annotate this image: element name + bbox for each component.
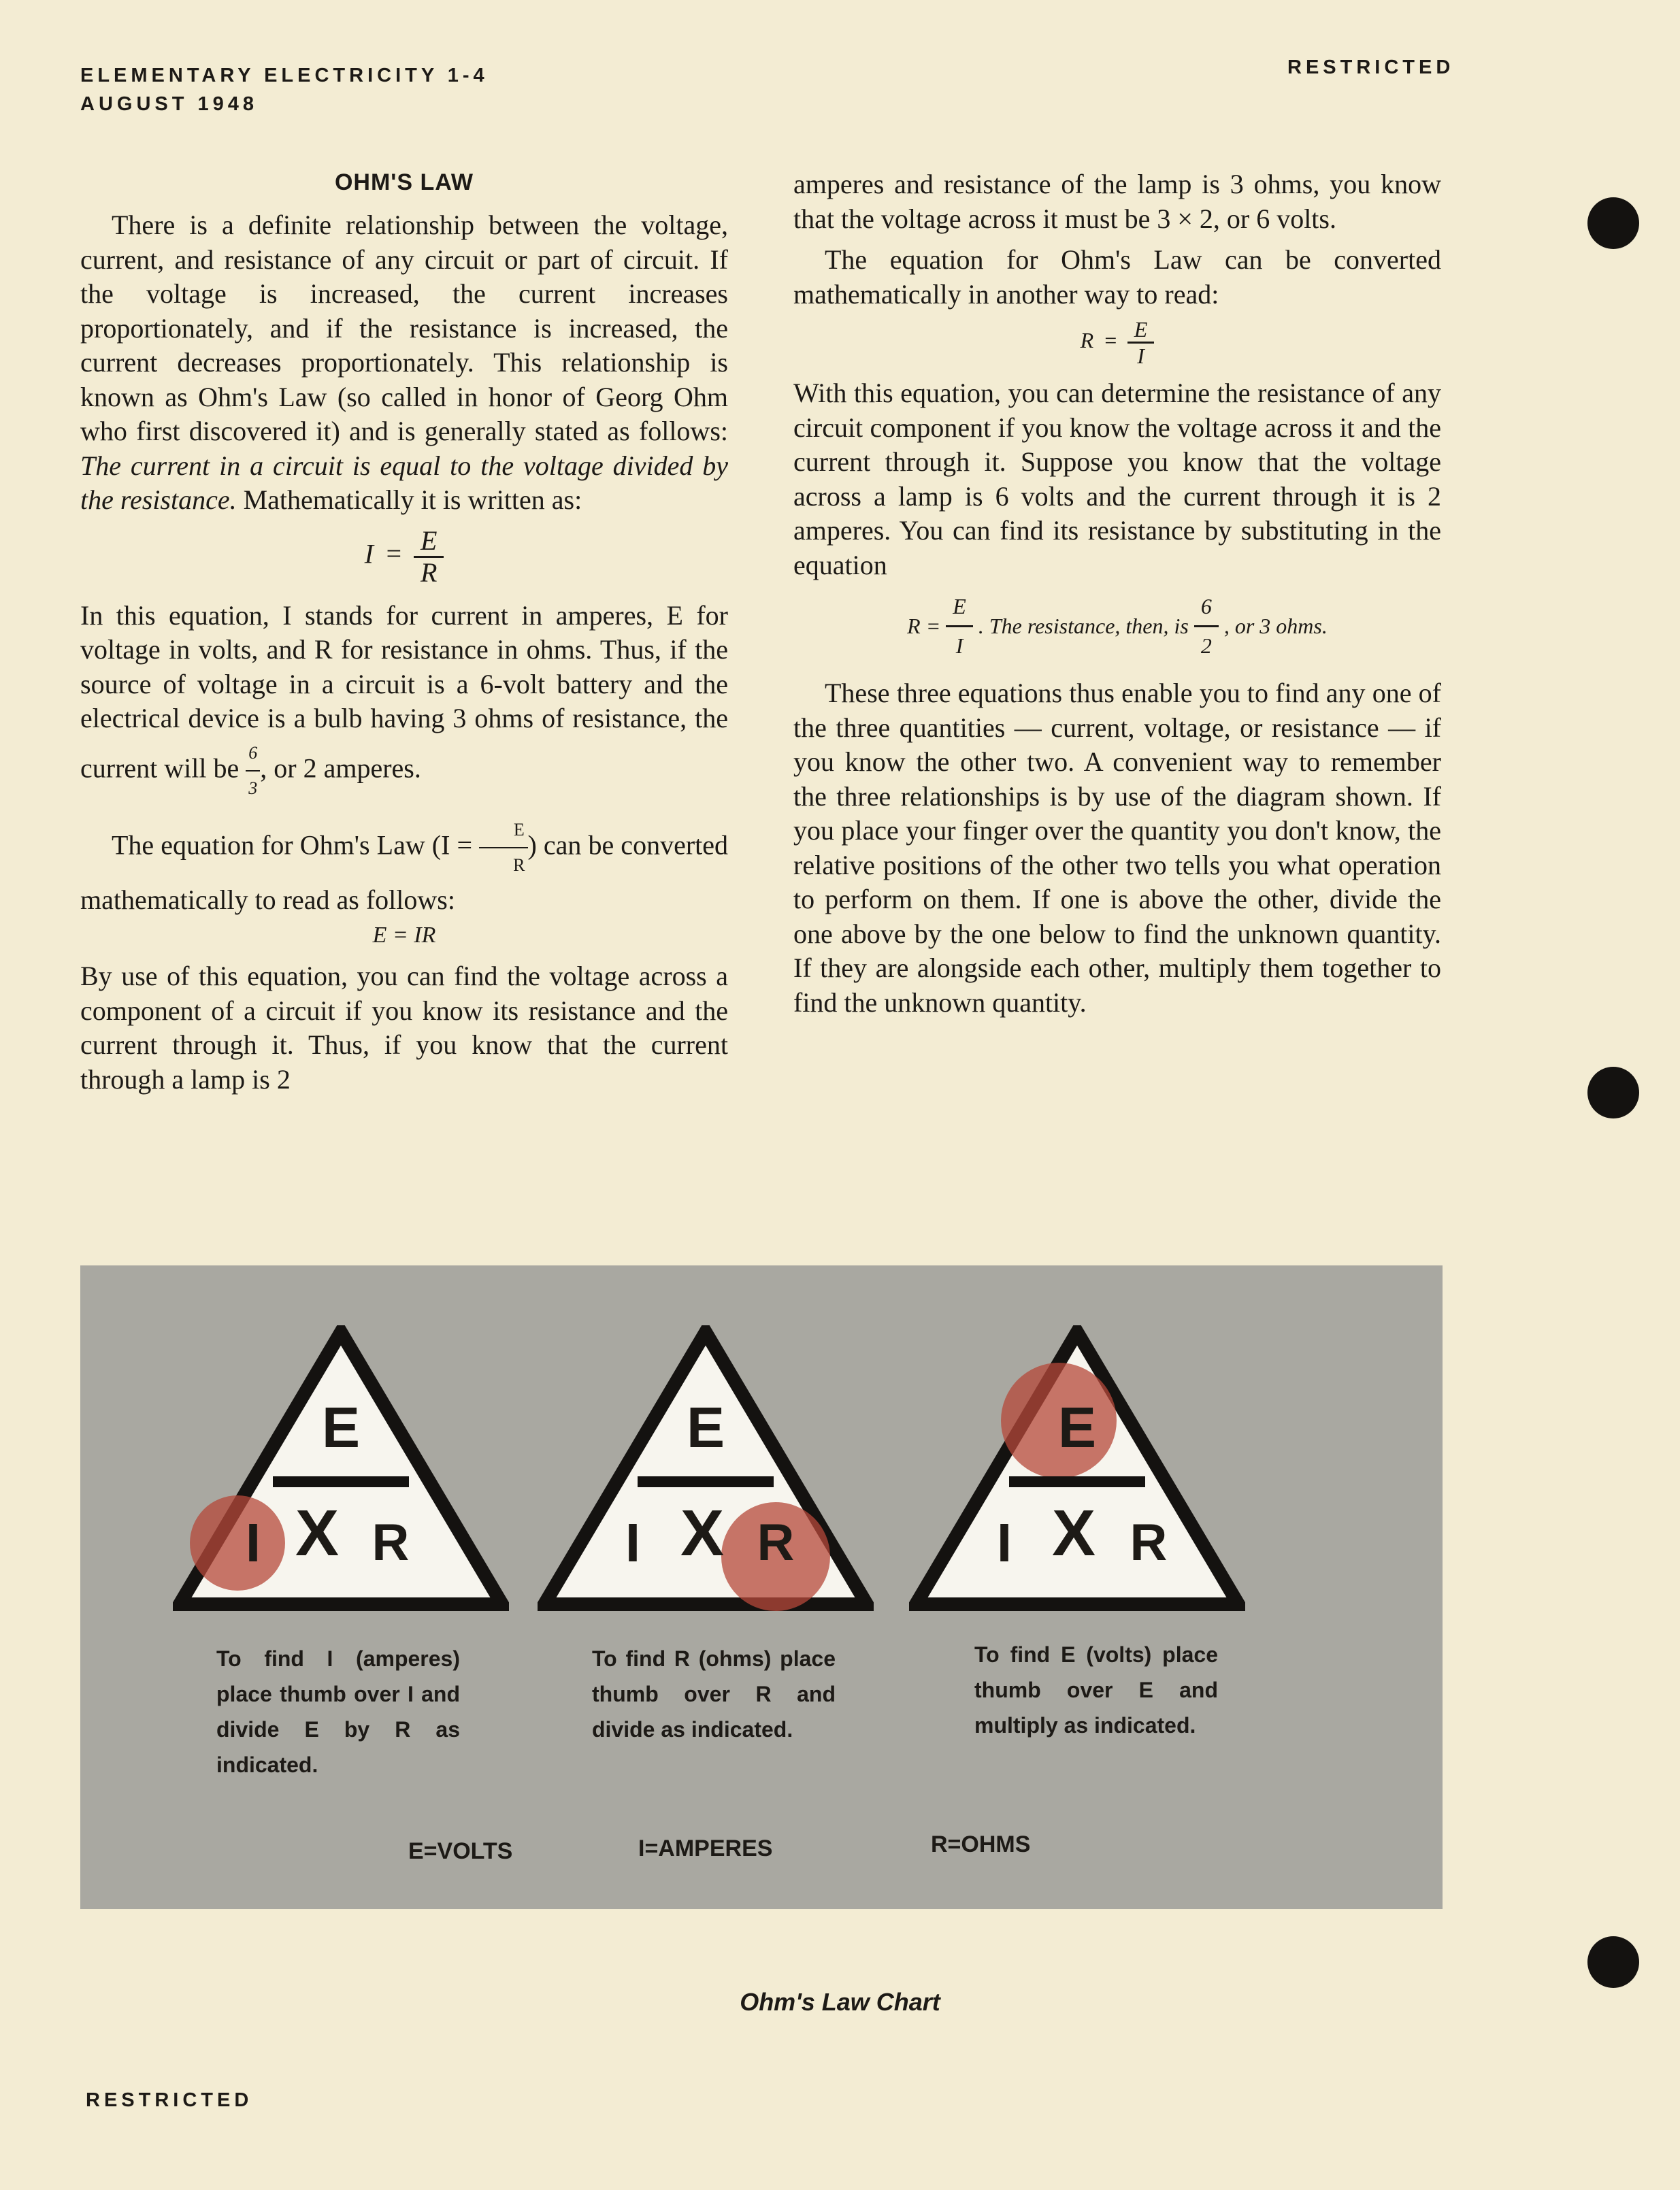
equation-resistance: R = $\frac{E}{I}$ xyxy=(793,318,1441,367)
triangle-letter-i: I xyxy=(625,1512,641,1573)
legend-ohms: R=OHMS xyxy=(931,1831,1031,1857)
triangle-letter-x: X xyxy=(295,1497,340,1570)
ohms-law-chart-panel xyxy=(80,1265,1443,1909)
triangle-letter-e: E xyxy=(1057,1395,1097,1459)
left-column xyxy=(80,169,728,1104)
triangle-letter-i: I xyxy=(996,1512,1012,1573)
caption-find-current: To find I (amperes) place thumb over I and divide E by R as indicated. xyxy=(216,1646,460,1777)
paragraph-resistance-explanation: With this equation, you can determine the resistance of any circuit component if you know the voltage across it and the current through it. Suppose you know that the voltage across a lamp is 6 volts and the current through it is 2 amperes. You can find its resistance by substituting in the equation xyxy=(793,378,1441,580)
paragraph-diagram-explanation: These three equations thus enable you to find any one of the three quantities — current, voltage, or resistance — if you know the other two. A convenient way to remember the three relationships is by use of the diagram shown. If you place your finger over the quantity you don't know, the relative positions of the other two tells you what operation to perform on them. If one is above the other, divide the one above by the one below to find the unknown quantity. If they are alongside each other, multiply them together to find the unknown quantity. xyxy=(793,678,1441,1018)
paragraph-current-example: In this equation, I stands for current in amperes, E for voltage in volts, and R for resistance in ohms. Thus, if the source of voltage in a circuit is a 6-volt battery and the electrical device is a bulb having 3 ohms of resistance, the current will be $\frac{6}{3}$ , or 2 amperes. xyxy=(80,599,728,798)
caption-find-voltage: To find E (volts) place thumb over E and multiply as indicated. xyxy=(974,1642,1218,1738)
legend-volts: E=VOLTS xyxy=(408,1838,513,1864)
equation-current: I = $\frac{E}{R}$ xyxy=(80,527,728,586)
right-column xyxy=(793,167,1441,1027)
document-title: ELEMENTARY ELECTRICITY 1-4 xyxy=(80,65,489,86)
equation-resistance-example: R = $\frac{E}{I}$ . The resistance, then, is $\frac{6}{2}$ , or 3 ohms. xyxy=(793,589,1441,663)
binder-hole-middle xyxy=(1587,1067,1639,1118)
triangle-letter-i: I xyxy=(245,1512,261,1573)
figure-caption: Ohm's Law Chart xyxy=(740,1988,940,2016)
document-date: AUGUST 1948 xyxy=(80,93,259,115)
thumbprint-over-i xyxy=(190,1495,285,1591)
paragraph-voltage-form: The equation for Ohm's Law (I = $\frac{E}{R}$ ) can be converted mathematically to read as follows: xyxy=(80,813,728,918)
paragraph-voltage-result: amperes and resistance of the lamp is 3 ohms, you know that the voltage across it must be 3 × 2, or 6 volts. xyxy=(793,169,1441,234)
ohms-triangle-find-voltage xyxy=(909,1325,1245,1611)
triangle-letter-r: R xyxy=(757,1514,795,1572)
triangle-letter-x: X xyxy=(680,1497,725,1570)
triangle-letter-x: X xyxy=(1051,1497,1096,1570)
equation-voltage: E = IR xyxy=(372,923,436,948)
triangle-letter-r: R xyxy=(1130,1514,1168,1572)
triangle-find-current-graphic xyxy=(173,1325,509,1611)
paragraph-resistance-form: The equation for Ohm's Law can be converted mathematically in another way to read: xyxy=(793,244,1441,310)
ohms-triangle-find-current xyxy=(173,1325,509,1611)
classification-footer: RESTRICTED xyxy=(86,2089,253,2111)
ohms-triangle-find-resistance xyxy=(538,1325,874,1611)
binder-hole-top xyxy=(1587,197,1639,249)
paragraph-voltage-example: By use of this equation, you can find the voltage across a component of a circuit if you know its resistance and the current through it. Thus, if you know that the current through a lamp is 2 xyxy=(80,961,728,1095)
triangle-letter-r: R xyxy=(372,1514,410,1572)
section-title: OHM'S LAW xyxy=(334,169,474,195)
triangle-letter-e: E xyxy=(321,1395,361,1459)
paragraph-ohms-law-intro: There is a definite relationship between the voltage, current, and resistance of any circuit or part of circuit. If the voltage is increased, the current increases proportionately, and if the resistance is increased, the current decreases proportionately. This relationship is known as Ohm's Law (so called in honor of Georg Ohm who first discovered it) and is generally stated as follows: The current in a circuit is equal to the voltage divided by the resistance. Mathematically it is written as: xyxy=(80,210,728,515)
binder-hole-bottom xyxy=(1587,1936,1639,1988)
classification-header: RESTRICTED xyxy=(1287,56,1455,78)
caption-find-resistance: To find R (ohms) place thumb over R and divide as indicated. xyxy=(592,1646,836,1742)
triangle-letter-e: E xyxy=(686,1395,725,1459)
legend-amperes: I=AMPERES xyxy=(638,1836,773,1861)
